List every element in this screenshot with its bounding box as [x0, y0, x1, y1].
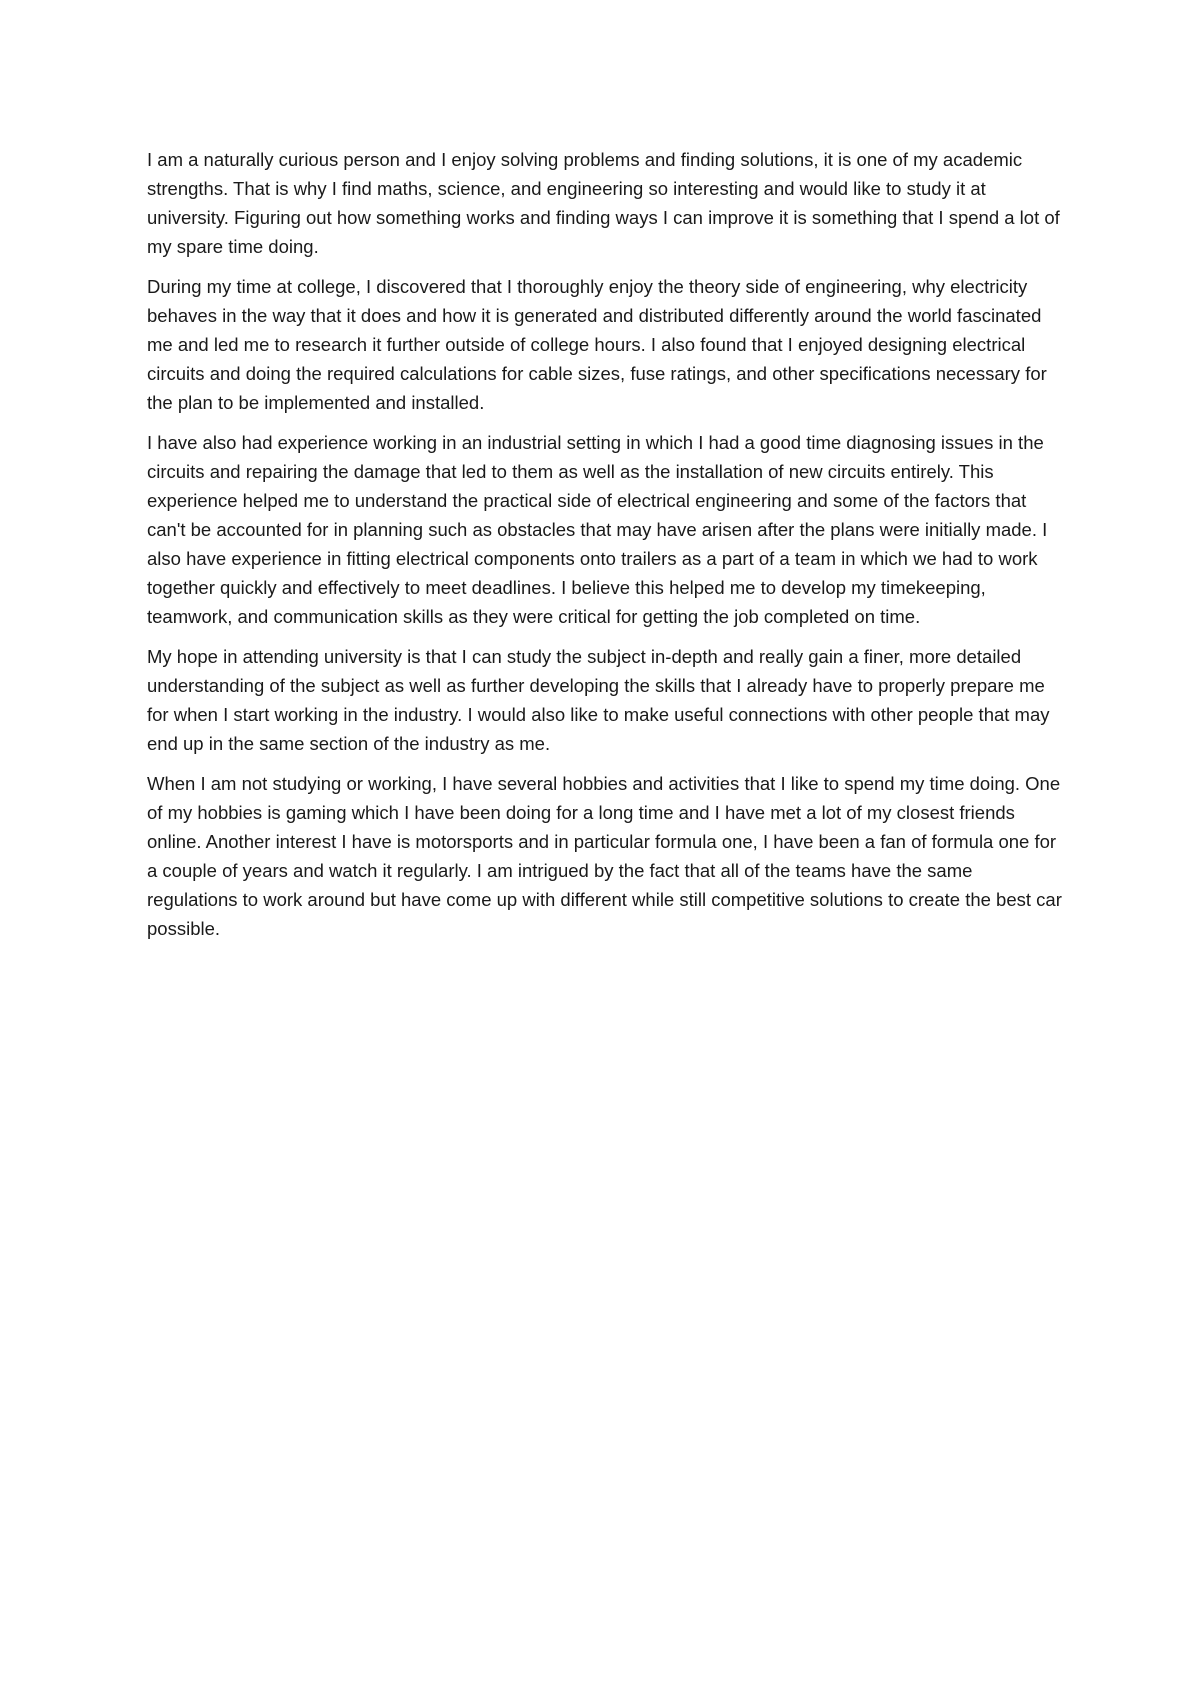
paragraph-4: My hope in attending university is that I can study the subject in-depth and really gain a finer, more detailed understanding of the subject as well as further developing the skills that I already have to properly prepare me for when I start working in the industry. I would also like to make useful connections with other people that may end up in the same section of the industry as me.	[147, 646, 1050, 754]
paragraph-2: During my time at college, I discovered that I thoroughly enjoy the theory side of engineering, why electricity behaves in the way that it does and how it is generated and distributed differently around the world fascinated me and led me to research it further outside of college hours. I also found that I enjoyed designing electrical circuits and doing the required calculations for cable sizes, fuse ratings, and other specifications necessary for the plan to be implemented and installed.	[147, 276, 1047, 413]
document-body	[147, 145, 1067, 954]
paragraph-5: When I am not studying or working, I have several hobbies and activities that I like to spend my time doing. One of my hobbies is gaming which I have been doing for a long time and I have met a lot of my closest friends online. Another interest I have is motorsports and in particular formula one, I have been a fan of formula one for a couple of years and watch it regularly. I am intrigued by the fact that all of the teams have the same regulations to work around but have come up with different while still competitive solutions to create the best car possible.	[147, 773, 1062, 939]
paragraph-1: I am a naturally curious person and I enjoy solving problems and finding solutions, it is one of my academic strengths. That is why I find maths, science, and engineering so interesting and would like to study it at university. Figuring out how something works and finding ways I can improve it is something that I spend a lot of my spare time doing.	[147, 149, 1060, 257]
paragraph-3: I have also had experience working in an industrial setting in which I had a good time diagnosing issues in the circuits and repairing the damage that led to them as well as the installation of new circuits entirely. This experience helped me to understand the practical side of electrical engineering and some of the factors that can't be accounted for in planning such as obstacles that may have arisen after the plans were initially made. I also have experience in fitting electrical components onto trailers as a part of a team in which we had to work together quickly and effectively to meet deadlines. I believe this helped me to develop my timekeeping, teamwork, and communication skills as they were critical for getting the job completed on time.	[147, 432, 1048, 627]
